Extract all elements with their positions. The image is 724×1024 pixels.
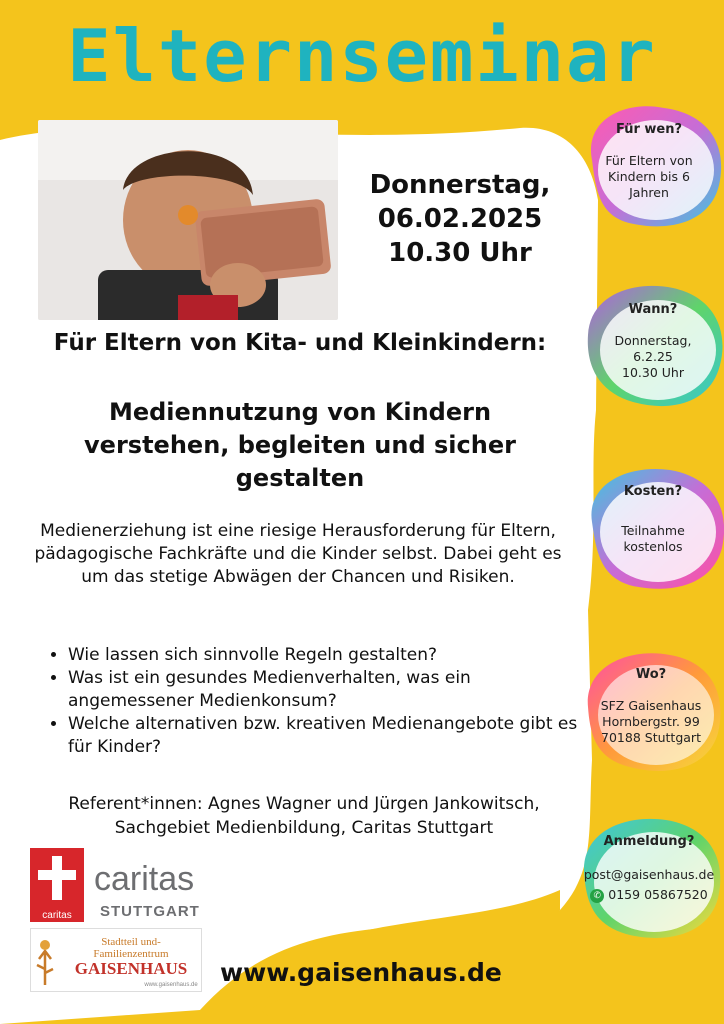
info-bubble-where xyxy=(576,645,724,775)
child-with-tablet-photo xyxy=(38,120,338,320)
bubble-question: Wo? xyxy=(635,667,667,682)
phone-number[interactable]: 0159 05867520 xyxy=(608,887,708,902)
bubble-answer: Für Eltern von Kindern bis 6 Jahren xyxy=(605,153,693,200)
bubble-question: Wann? xyxy=(628,302,678,317)
event-date xyxy=(360,168,560,270)
audience-subtitle: Für Eltern von Kita- und Kleinkindern: xyxy=(53,330,547,356)
info-bubble-who xyxy=(574,100,724,230)
caritas-wordmark: caritas xyxy=(94,860,195,898)
caritas-small-label: caritas xyxy=(42,910,72,921)
seminar-headline: Mediennutzung von Kindern verstehen, begleiten und sicher gestalten xyxy=(84,398,516,492)
list-item: • Welche alternativen bzw. kreativen Medienangebote gibt es für Kinder? xyxy=(68,713,588,759)
intro-text: Medienerziehung ist eine riesige Herausforderung für Eltern, pädagogische Fachkräfte und die Kinder selbst. Dabei geht es um das stetige Abwägen der Chancen und Risiken. xyxy=(34,521,562,587)
bubble-question: Kosten? xyxy=(623,484,683,499)
bubble-question: Anmeldung? xyxy=(603,834,695,849)
email-address[interactable]: post@gaisenhaus.de xyxy=(583,867,715,882)
speakers-line: Referent*innen: Agnes Wagner und Jürgen Jankowitsch, xyxy=(68,794,540,814)
gaisenhaus-line3: GAISENHAUS xyxy=(74,959,188,978)
date-time: 10.30 Uhr xyxy=(388,238,532,268)
bubble-answer xyxy=(574,867,724,903)
question-list xyxy=(48,644,588,759)
page-title: Elternseminar xyxy=(67,14,657,98)
caritas-city: STUTTGART xyxy=(100,903,200,920)
whatsapp-icon: ✆ xyxy=(590,889,604,903)
gaisenhaus-line2: Familienzentrum xyxy=(93,948,169,960)
info-bubble-cost xyxy=(578,462,724,592)
bubble-answer: SFZ Gaisenhaus Hornbergstr. 99 70188 Stuttgart xyxy=(600,698,702,745)
gaisenhaus-url: www.gaisenhaus.de xyxy=(144,982,198,988)
list-item: • Wie lassen sich sinnvolle Regeln gestalten? xyxy=(68,644,588,667)
speakers-text xyxy=(24,792,584,840)
website-link[interactable]: www.gaisenhaus.de xyxy=(220,958,502,987)
gaisenhaus-line1: Stadtteil und- xyxy=(101,936,161,948)
caritas-logo xyxy=(30,848,210,922)
bubble-question: Für wen? xyxy=(615,122,683,137)
info-bubble-when xyxy=(578,280,724,410)
gaisenhaus-logo xyxy=(30,928,202,992)
info-bubble-registration xyxy=(574,812,724,942)
department-line: Sachgebiet Medienbildung, Caritas Stuttgart xyxy=(114,818,494,838)
phone-line xyxy=(574,887,724,903)
list-item: • Was ist ein gesundes Medienverhalten, was ein angemessener Medienkonsum? xyxy=(68,667,588,713)
bubble-answer: Donnerstag, 6.2.25 10.30 Uhr xyxy=(614,333,692,380)
bubble-answer: Teilnahme kostenlos xyxy=(621,523,685,554)
date-weekday: Donnerstag, xyxy=(369,170,551,200)
date-day: 06.02.2025 xyxy=(377,204,543,234)
